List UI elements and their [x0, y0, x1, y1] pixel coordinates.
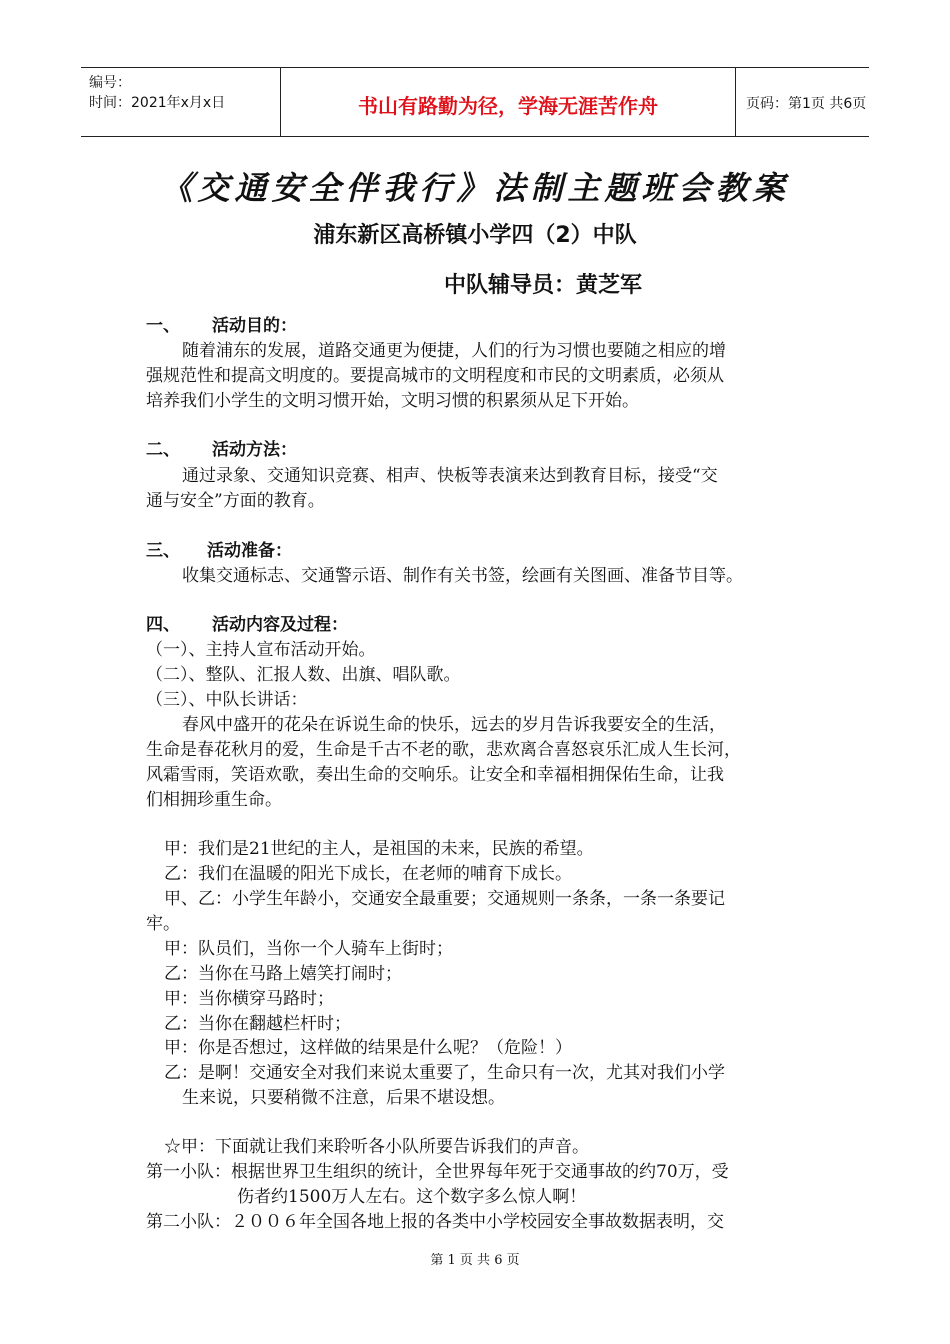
list-item: （一）、主持人宣布活动开始。 [146, 640, 376, 660]
paragraph-line: 强规范性和提高文明度的。要提高城市的文明程度和市民的文明素质，必须从 [146, 366, 724, 386]
section-3-title: 活动准备： [207, 541, 292, 561]
dialogue-line: 乙：我们在温暖的阳光下成长，在老师的哺育下成长。 [164, 864, 572, 884]
team-line: 伤者约1500万人左右。这个数字多么惊人啊！ [237, 1187, 587, 1207]
dialogue-line: 甲：我们是21世纪的主人，是祖国的未来，民族的希望。 [164, 839, 594, 859]
paragraph-line: 通与安全”方面的教育。 [146, 491, 325, 511]
paragraph-line: 培养我们小学生的文明习惯开始，文明习惯的积累须从足下开始。 [146, 391, 639, 411]
paragraph-line: 通过录象、交通知识竞赛、相声、快板等表演来达到教育目标，接受“交 [182, 466, 718, 486]
time-label: 时间：2021年x月x日 [89, 95, 226, 111]
team-line: 第二小队：２００６年全国各地上报的各类中小学校园安全事故数据表明，交 [146, 1212, 724, 1232]
motto: 书山有路勤为径，学海无涯苦作舟 [358, 94, 658, 118]
page-info: 页码：第1页 共6页 [746, 96, 867, 112]
serial-label: 编号： [89, 75, 131, 91]
header-motto-cell [280, 68, 736, 136]
dialogue-line: 乙：当你在翻越栏杆时； [164, 1014, 351, 1034]
dialogue-line: 乙：当你在马路上嬉笑打闹时； [164, 964, 402, 984]
dialogue-line: 乙：是啊！交通安全对我们来说太重要了，生命只有一次，尤其对我们小学 [164, 1063, 725, 1083]
page-footer: 第 1 页 共 6 页 [430, 1253, 520, 1268]
speech-line: 生命是春花秋月的爱，生命是千古不老的歌，悲欢离合喜怒哀乐汇成人生长河， [146, 740, 741, 760]
paragraph-line: 随着浦东的发展，道路交通更为便捷，人们的行为习惯也要随之相应的增 [182, 341, 726, 361]
dialogue-line: 甲、乙：小学生年龄小，交通安全最重要；交通规则一条条，一条一条要记 [164, 889, 725, 909]
dialogue-line: 牢。 [146, 914, 180, 934]
speech-line: 们相拥珍重生命。 [146, 790, 282, 810]
speech-line: 春风中盛开的花朵在诉说生命的快乐，远去的岁月告诉我要安全的生活， [182, 715, 726, 735]
document-subtitle: 浦东新区高桥镇小学四（2）中队 [313, 223, 637, 248]
document-header [81, 67, 869, 137]
section-3-number: 三、 [146, 541, 180, 561]
section-4-title: 活动内容及过程： [212, 615, 348, 635]
section-1-number: 一、 [146, 316, 180, 336]
list-item: （二）、整队、汇报人数、出旗、唱队歌。 [146, 665, 461, 685]
paragraph-line: 收集交通标志、交通警示语、制作有关书签，绘画有关图画、准备节目等。 [182, 566, 743, 586]
dialogue-line: ☆甲：下面就让我们来聆听各小队所要告诉我们的声音。 [164, 1137, 589, 1157]
counselor-line: 中队辅导员：黄芝军 [444, 273, 643, 298]
document-title: 《交通安全伴我行》法制主题班会教案 [160, 169, 790, 207]
list-item: （三）、中队长讲话： [146, 690, 308, 710]
dialogue-line: 生来说，只要稍微不注意，后果不堪设想。 [182, 1088, 505, 1108]
team-line: 第一小队：根据世界卫生组织的统计，全世界每年死于交通事故的约70万，受 [146, 1162, 729, 1182]
header-meta-cell [81, 68, 280, 136]
dialogue-line: 甲：队员们，当你一个人骑车上街时； [164, 939, 453, 959]
speech-line: 风霜雪雨，笑语欢歌，奏出生命的交响乐。让安全和幸福相拥保佑生命，让我 [146, 765, 724, 785]
section-2-number: 二、 [146, 440, 180, 460]
section-2-title: 活动方法： [212, 440, 297, 460]
header-page-cell [736, 68, 869, 136]
dialogue-line: 甲：当你横穿马路时； [164, 989, 334, 1009]
section-4-number: 四、 [146, 615, 180, 635]
dialogue-line: 甲：你是否想过，这样做的结果是什么呢？（危险！） [164, 1038, 572, 1058]
section-1-title: 活动目的： [212, 316, 297, 336]
